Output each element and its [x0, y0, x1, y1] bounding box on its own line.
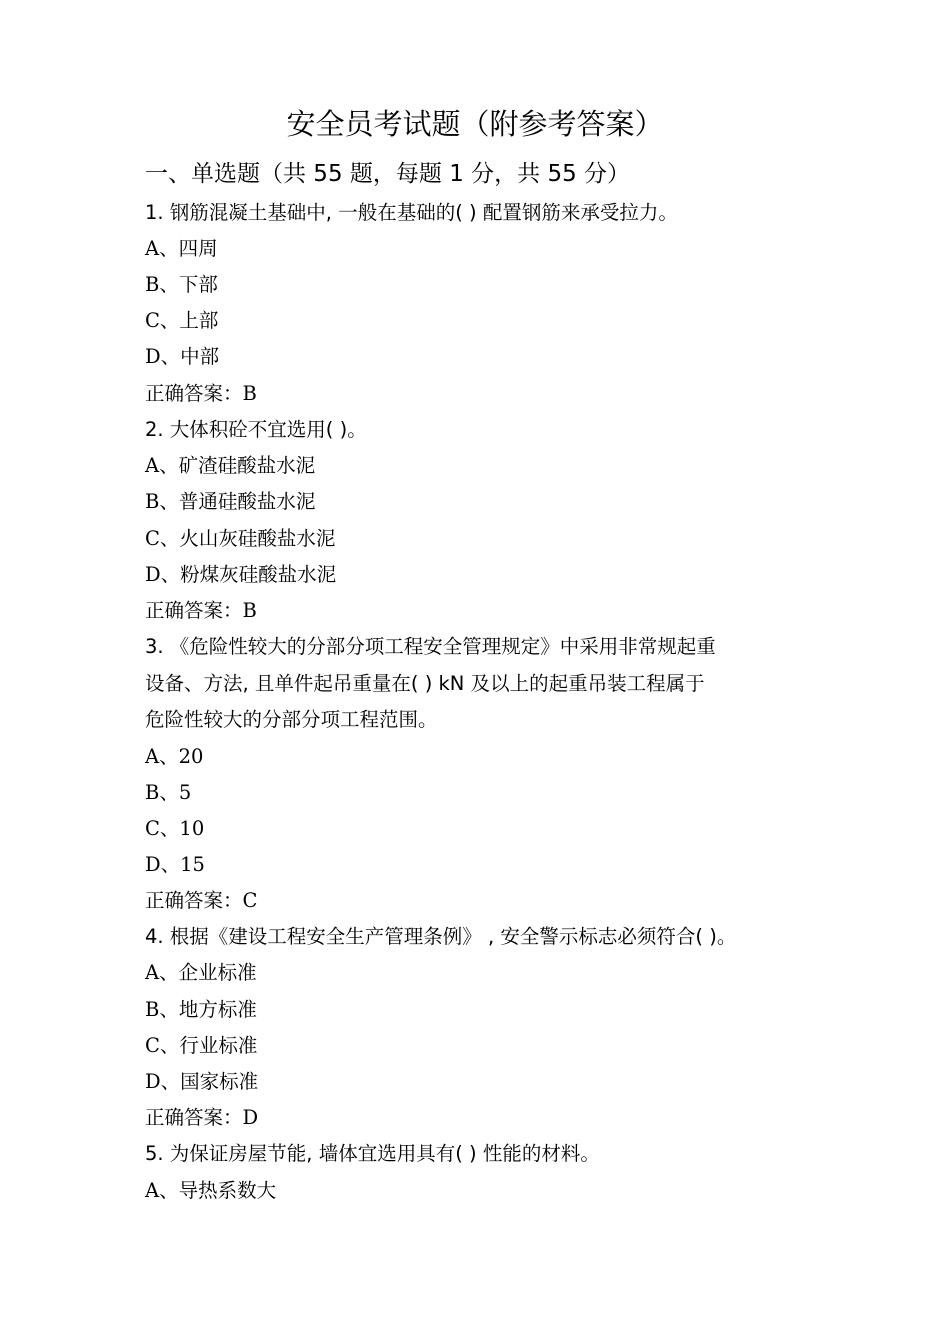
- question-1-stem: 1. 钢筋混凝土基础中, 一般在基础的( ) 配置钢筋来承受拉力。: [145, 201, 678, 224]
- question-1-option-c: C、上部: [145, 309, 219, 332]
- question-5-stem: 5. 为保证房屋节能, 墙体宜选用具有( ) 性能的材料。: [145, 1142, 600, 1165]
- question-4-option-b: B、地方标准: [145, 998, 257, 1021]
- question-3-stem-line-1: 3. 《危险性较大的分部分项工程安全管理规定》中采用非常规起重: [145, 635, 716, 658]
- question-4-answer: 正确答案：D: [145, 1106, 259, 1129]
- question-2-option-b: B、普通硅酸盐水泥: [145, 490, 316, 513]
- question-3-option-a: A、20: [145, 745, 204, 768]
- question-3-stem-line-3: 危险性较大的分部分项工程范围。: [145, 708, 438, 731]
- question-2-option-c: C、火山灰硅酸盐水泥: [145, 527, 336, 550]
- question-4-option-a: A、企业标准: [145, 961, 257, 984]
- question-3-option-c: C、10: [145, 817, 205, 840]
- question-3-stem-line-2: 设备、方法, 且单件起吊重量在( ) kN 及以上的起重吊装工程属于: [145, 672, 705, 695]
- question-2-stem: 2. 大体积砼不宜选用( )。: [145, 418, 367, 441]
- question-1-option-a: A、四周: [145, 237, 218, 260]
- question-5-option-a: A、导热系数大: [145, 1179, 277, 1202]
- question-2-option-a: A、矿渣硅酸盐水泥: [145, 454, 316, 477]
- question-1-option-b: B、下部: [145, 273, 218, 296]
- question-4-option-c: C、行业标准: [145, 1034, 258, 1057]
- question-3-option-d: D、15: [145, 853, 205, 876]
- section-heading: 一、单选题（共 55 题，每题 1 分，共 55 分）: [145, 161, 631, 187]
- question-2-option-d: D、粉煤灰硅酸盐水泥: [145, 563, 337, 586]
- document-title: 安全员考试题（附参考答案）: [286, 107, 664, 141]
- question-4-stem: 4. 根据《建设工程安全生产管理条例》 , 安全警示标志必须符合( )。: [145, 925, 737, 948]
- question-3-answer: 正确答案：C: [145, 889, 258, 912]
- question-2-answer: 正确答案：B: [145, 599, 257, 622]
- question-4-option-d: D、国家标准: [145, 1070, 259, 1093]
- question-1-option-d: D、中部: [145, 345, 220, 368]
- question-1-answer: 正确答案：B: [145, 382, 257, 405]
- question-3-option-b: B、5: [145, 781, 192, 804]
